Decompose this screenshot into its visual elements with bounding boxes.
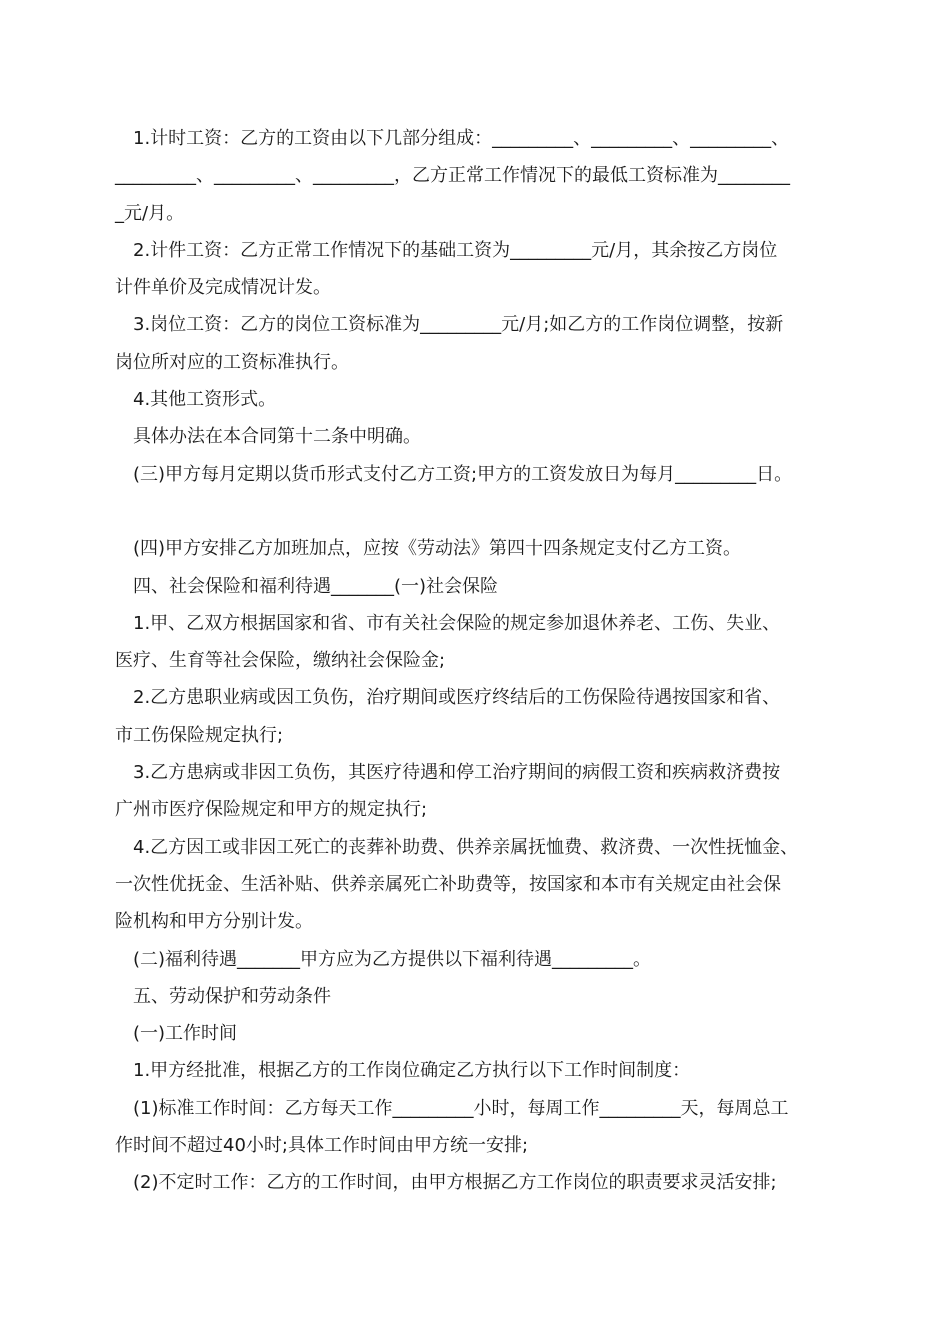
paragraph-line: 1.甲、乙双方根据国家和省、市有关社会保险的规定参加退休养老、工伤、失业、 (133, 612, 781, 634)
document-body (115, 120, 835, 1202)
paragraph-line: 1.计时工资：乙方的工资由以下几部分组成：_________、_________、_________、 (133, 128, 790, 149)
paragraph-line: 1.甲方经批准，根据乙方的工作岗位确定乙方执行以下工作时间制度： (133, 1060, 691, 1082)
paragraph-line: 具体办法在本合同第十二条中明确。 (133, 426, 421, 448)
paragraph-line: 4.乙方因工或非因工死亡的丧葬补助费、供养亲属抚恤费、救济费、一次性抚恤金、 (133, 836, 799, 858)
subsection-heading: (一)工作时间 (133, 1023, 238, 1045)
paragraph-line: (三)甲方每月定期以货币形式支付乙方工资;甲方的工资发放日为每月_________日。 (133, 463, 793, 485)
paragraph-line: 岗位所对应的工资标准执行。 (115, 351, 349, 373)
blank-line (115, 493, 835, 530)
paragraph-line: 3.岗位工资：乙方的岗位工资标准为_________元/月;如乙方的工作岗位调整，按新 (133, 314, 784, 336)
paragraph-line: 2.乙方患职业病或因工负伤，治疗期间或医疗终结后的工伤保险待遇按国家和省、 (133, 687, 781, 709)
paragraph-line: 作时间不超过40小时;具体工作时间由甲方统一安排; (115, 1135, 529, 1157)
paragraph-line: _________、_________、_________，乙方正常工作情况下的最低工资标准为________ (115, 165, 790, 187)
section-heading: 五、劳动保护和劳动条件 (133, 985, 331, 1007)
paragraph-line: _元/月。 (115, 202, 185, 224)
paragraph-line: 一次性优抚金、生活补贴、供养亲属死亡补助费等，按国家和本市有关规定由社会保 (115, 873, 781, 895)
paragraph-line: 险机构和甲方分别计发。 (115, 911, 313, 933)
paragraph-line: (2)不定时工作：乙方的工作时间，由甲方根据乙方工作岗位的职责要求灵活安排; (133, 1172, 777, 1194)
paragraph-line: (1)标准工作时间：乙方每天工作_________小时，每周工作_________天，每周总工 (133, 1097, 789, 1119)
paragraph-line: (四)甲方安排乙方加班加点，应按《劳动法》第四十四条规定支付乙方工资。 (133, 538, 742, 560)
paragraph-line: 2.计件工资：乙方正常工作情况下的基础工资为_________元/月，其余按乙方岗位 (133, 239, 778, 261)
paragraph-line: 4.其他工资形式。 (133, 389, 277, 411)
paragraph-line: 3.乙方患病或非因工负伤，其医疗待遇和停工治疗期间的病假工资和疾病救济费按 (133, 762, 781, 784)
section-heading: 四、社会保险和福利待遇_______(一)社会保险 (133, 575, 499, 597)
paragraph-line: 医疗、生育等社会保险，缴纳社会保险金; (115, 650, 446, 672)
paragraph-line: 市工伤保险规定执行; (115, 724, 284, 746)
paragraph-line: (二)福利待遇_______甲方应为乙方提供以下福利待遇_________。 (133, 948, 652, 970)
paragraph-line: 广州市医疗保险规定和甲方的规定执行; (115, 799, 428, 821)
paragraph-line: 计件单价及完成情况计发。 (115, 277, 331, 299)
